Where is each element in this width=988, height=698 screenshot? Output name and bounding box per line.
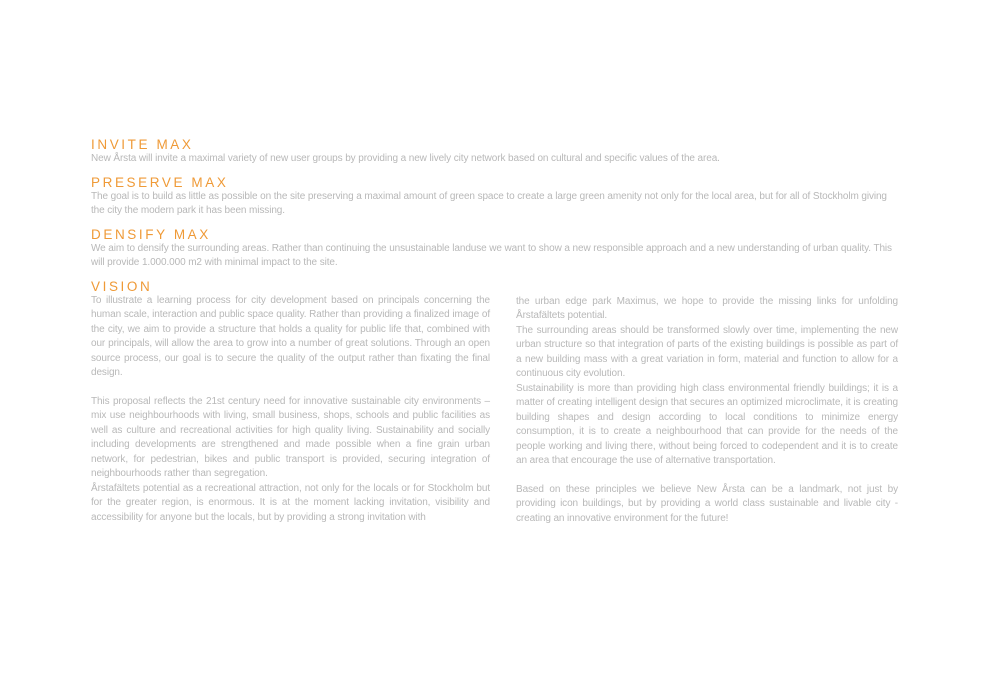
document-page [91,137,898,534]
section-invite-max [91,137,898,167]
body-invite-max: New Årsta will invite a maximal variety of new user groups by providing a new lively city network based on cultural and specific values of the area. [91,153,720,164]
body-densify-max: We aim to densify the surrounding areas. Rather than continuing the unsustainable landuse we want to show a new responsible approach and a new understanding of urban quality. This will provide 1.000.000 m2 with minimal impact to the site. [91,242,892,268]
heading-vision: VISION [91,278,153,294]
vision-right-paragraph-4: Based on these principles we believe New Årsta can be a landmark, not just by providing icon buildings, but by providing a world class sustainable and livable city - creating an innovative environment for the future! [516,483,898,524]
vision-right-column [516,295,898,527]
vision-left-paragraph-3: Årstafältets potential as a recreational attraction, not only for the locals or for Stockholm but for the greater region, is enormous. It is at the moment lacking invitation, visibility and accessibility for anyone but the locals, but by providing a strong invitation with [91,482,490,523]
heading-preserve-max: PRESERVE MAX [91,174,229,190]
vision-left-paragraph-1: To illustrate a learning process for city development based on principals concerning the human scale, interaction and public space quality. Rather than providing a finalized image of the city, we aim to provide a structure that holds a quality for public life that, combined with our principals, will allow the area to grow into a number of great solutions. Through an open source process, our goal is to secure the quality of the output rather than fixating the final design. [91,294,490,378]
vision-right-paragraph-3: Sustainability is more than providing high class environmental friendly buildings; it is a matter of creating intelligent design that secures an optimized microclimate, it is creating building shapes and design according to local conditions to minimize energy consumption, it is to create a neighbourhood that can provide for the needs of the people working and living there, without being forced to codependent and it is to create an area that encourage the use of alternative transportation. [516,382,898,466]
body-preserve-max: The goal is to build as little as possible on the site preserving a maximal amount of green space to create a large green amenity not only for the local area, but for all of Stockholm giving the city the modern park it has been missing. [91,190,887,216]
vision-right-paragraph-1: the urban edge park Maximus, we hope to provide the missing links for unfolding Årstafältets potential. [516,295,898,321]
heading-densify-max: DENSIFY MAX [91,226,211,242]
paragraph-gap [516,469,898,483]
heading-invite-max: INVITE MAX [91,137,194,152]
vision-columns [91,294,898,527]
vision-left-column [91,294,490,527]
section-vision [91,279,898,527]
section-densify-max [91,227,898,271]
paragraph-gap [91,381,490,395]
section-preserve-max [91,175,898,219]
vision-right-paragraph-2: The surrounding areas should be transformed slowly over time, implementing the new urban structure so that integration of parts of the existing buildings is possible as part of a new building mass with a great variation in form, material and function to allow for a continuous city evolution. [516,324,898,379]
vision-left-paragraph-2: This proposal reflects the 21st century need for innovative sustainable city environments – mix use neighbourhoods with living, small business, shops, schools and public facilities as well as culture and recreational activities for high quality living. Sustainability and socially including developments are strengthened and made possible when a fine grain urban network, for pedestrian, bikes and public transport is provided, securing integration of neighbourhoods rather than segregation. [91,395,490,479]
